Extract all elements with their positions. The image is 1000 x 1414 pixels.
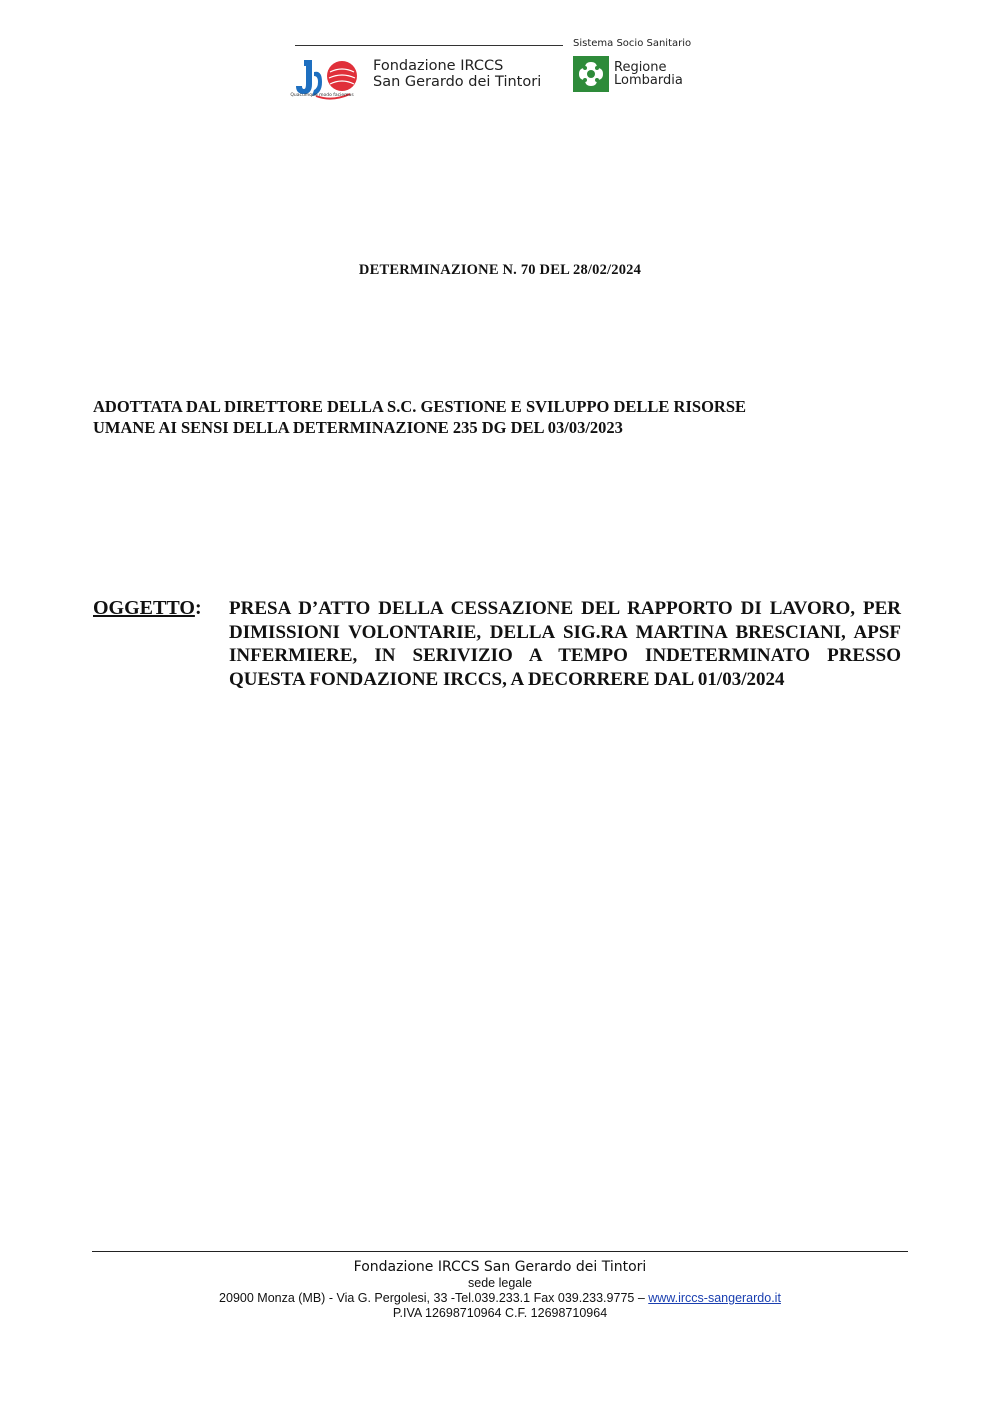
footer-divider [92, 1251, 908, 1252]
foundation-name-line2: San Gerardo dei Tintori [373, 74, 542, 90]
region-logo-icon [573, 56, 609, 92]
system-label: Sistema Socio Sanitario [573, 38, 692, 49]
region-name-line1: Regione [614, 60, 667, 75]
region-name-line2: Lombardia [614, 73, 683, 88]
subject-text: PRESA D’ATTO DELLA CESSAZIONE DEL RAPPORTO DI LAVORO, PER DIMISSIONI VOLONTARIE, DELLA SIG.RA MARTINA BRESCIANI, APSF INFERMIERE, IN SERIVIZIO A TEMPO INDETERMINATO PRESSO QUESTA FONDAZIONE IRCCS, A DECORRERE DAL 01/03/2024 [229, 598, 901, 690]
region-name [614, 61, 683, 87]
footer-foundation-name: Fondazione IRCCS San Gerardo dei Tintori [353, 1259, 647, 1275]
adopted-by-line1: ADOTTATA DAL DIRETTORE DELLA S.C. GESTIONE E SVILUPPO DELLE RISORSE [93, 397, 746, 416]
foundation-motto: Quacumque modo faciemus [290, 93, 354, 98]
footer-address: 20900 Monza (MB) - Via G. Pergolesi, 33 -Tel.039.233.1 Fax 039.233.9775 – [219, 1291, 649, 1305]
subject-label: OGGETTO [93, 597, 195, 619]
foundation-name-line1: Fondazione IRCCS [373, 58, 504, 74]
determination-title: DETERMINAZIONE N. 70 DEL 28/02/2024 [358, 262, 642, 278]
letterhead [0, 0, 1000, 110]
footer-address-line [0, 1291, 1000, 1306]
adopted-by-block [93, 396, 913, 438]
header-divider [295, 45, 563, 46]
foundation-name [373, 58, 541, 90]
footer-seat: sede legale [468, 1276, 532, 1290]
footer [0, 1258, 1000, 1321]
subject-colon: : [195, 597, 202, 619]
footer-tax-ids: P.IVA 12698710964 C.F. 12698710964 [392, 1306, 608, 1320]
adopted-by-line2: UMANE AI SENSI DELLA DETERMINAZIONE 235 DG DEL 03/03/2023 [93, 418, 623, 437]
website-link[interactable]: www.irccs-sangerardo.it [648, 1291, 781, 1305]
